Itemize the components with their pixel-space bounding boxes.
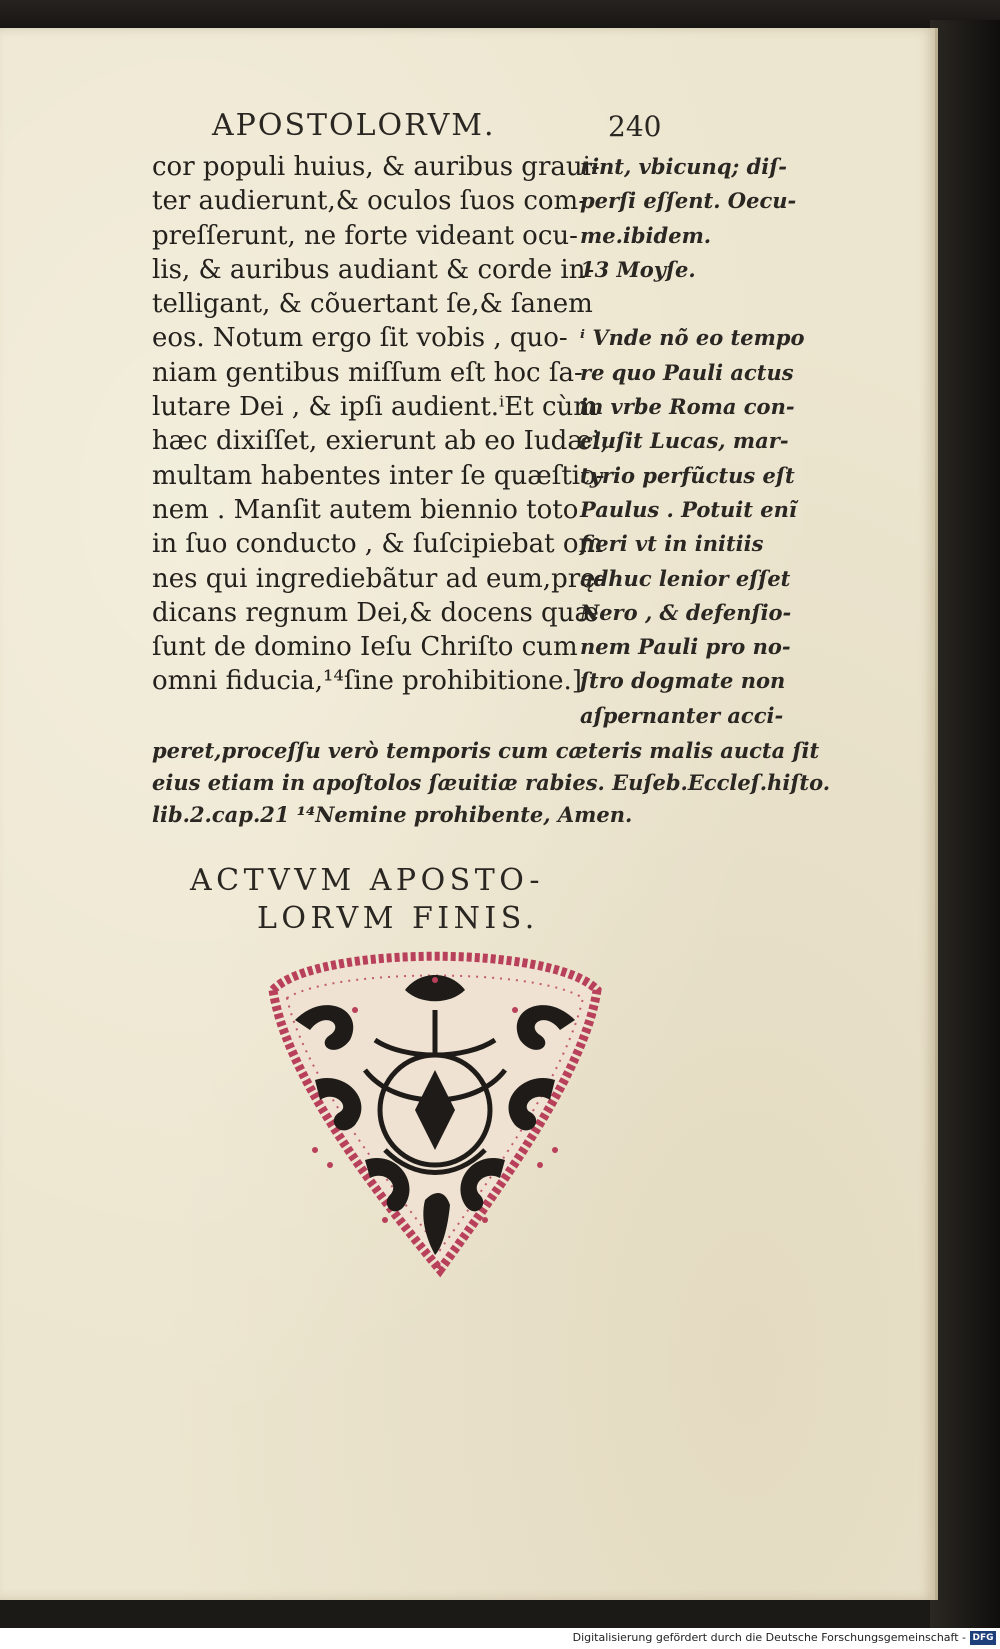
text-line: multam habentes inter ſe quæſtio- — [152, 460, 605, 491]
scan-right-edge — [930, 20, 1000, 1630]
margin-line: me.ibidem. — [580, 222, 712, 248]
text-line: telligant, & cõuertant ſe,& ſanem — [152, 289, 593, 320]
text-line: omni fiducia,¹⁴ſine prohibitione.] — [152, 666, 582, 697]
text-line: ſunt de domino Ieſu Chriſto cum — [152, 632, 578, 663]
finis-line-2: LORVM FINIS. — [257, 901, 539, 936]
margin-gap — [580, 287, 820, 321]
text-line: cor populi huius, & auribus graui- — [152, 152, 600, 182]
margin-line: fieri vt in initiis — [580, 531, 764, 557]
text-line: niam gentibus miſſum eſt hoc ſa- — [152, 357, 583, 388]
text-line: dicans regnum Dei,& docens quæ — [152, 597, 599, 628]
printers-ornament — [255, 950, 615, 1280]
text-line: lutare Dei , & ipſi audient.ⁱEt cùm — [152, 392, 598, 423]
note-line: eius etiam in apoſtolos ſæuitiæ rabies. Euſeb.Eccleſ.hiſto. — [152, 770, 831, 795]
margin-line: Paulus . Potuit enĩ — [580, 496, 797, 522]
page-number: 240 — [608, 110, 662, 143]
margin-line: perſi eſſent. Oecu- — [580, 188, 797, 214]
text-line: preſſerunt, ne forte videant ocu- — [152, 220, 578, 251]
margin-line: ſtro dogmate non — [580, 668, 786, 694]
margin-line: aſpernanter acci- — [580, 702, 784, 728]
text-line: in ſuo conducto , & ſuſcipiebat om — [152, 529, 604, 560]
main-text-column — [152, 150, 609, 699]
scan-top-edge — [0, 0, 1000, 30]
text-line: lis, & auribus audiant & corde in- — [152, 254, 595, 285]
note-line: lib.2.cap.21 ¹⁴Nemine prohibente, Amen. — [152, 802, 633, 827]
text-line: hæc dixiſſet, exierunt ab eo Iudæi, — [152, 426, 609, 457]
finis-heading — [190, 862, 690, 938]
margin-line: Nero , & defenſio- — [580, 599, 792, 625]
margin-line: re quo Pauli actus — [580, 359, 794, 385]
margin-line: 13 Moyſe. — [580, 256, 696, 282]
margin-notes — [580, 150, 820, 733]
text-line: ter audierunt,& oculos ſuos com- — [152, 186, 587, 217]
text-line: eos. Notum ergo ſit vobis , quo- — [152, 323, 568, 354]
text-line: nem . Manſit autem biennio toto — [152, 494, 579, 525]
page-header — [0, 108, 935, 148]
running-title: APOSTOLORVM. — [212, 108, 496, 143]
margin-line: in vrbe Roma con- — [580, 394, 795, 420]
footer-credit: Digitalisierung gefördert durch die Deutsche Forschungsgemeinschaft - — [572, 1631, 966, 1644]
note-line: peret,proceſſu verò temporis cum cæteris malis aucta ſit — [152, 738, 820, 763]
dfg-logo: DFG — [970, 1631, 996, 1645]
finis-line-1: ACTVVM APOSTO- — [190, 863, 545, 898]
margin-line: ⁱ Vnde nõ eo tempo — [580, 325, 805, 351]
text-line: nes qui ingrediebãtur ad eum,prę- — [152, 563, 605, 594]
margin-line: nem Pauli pro no- — [580, 634, 791, 660]
margin-line: tyrio perfũctus eſt — [580, 462, 795, 488]
margin-line: cluſit Lucas, mar- — [580, 428, 789, 454]
margin-line: rint, vbicunq; diſ- — [580, 154, 787, 179]
margin-note-continuation — [152, 735, 852, 831]
margin-line: adhuc lenior eſſet — [580, 565, 791, 591]
